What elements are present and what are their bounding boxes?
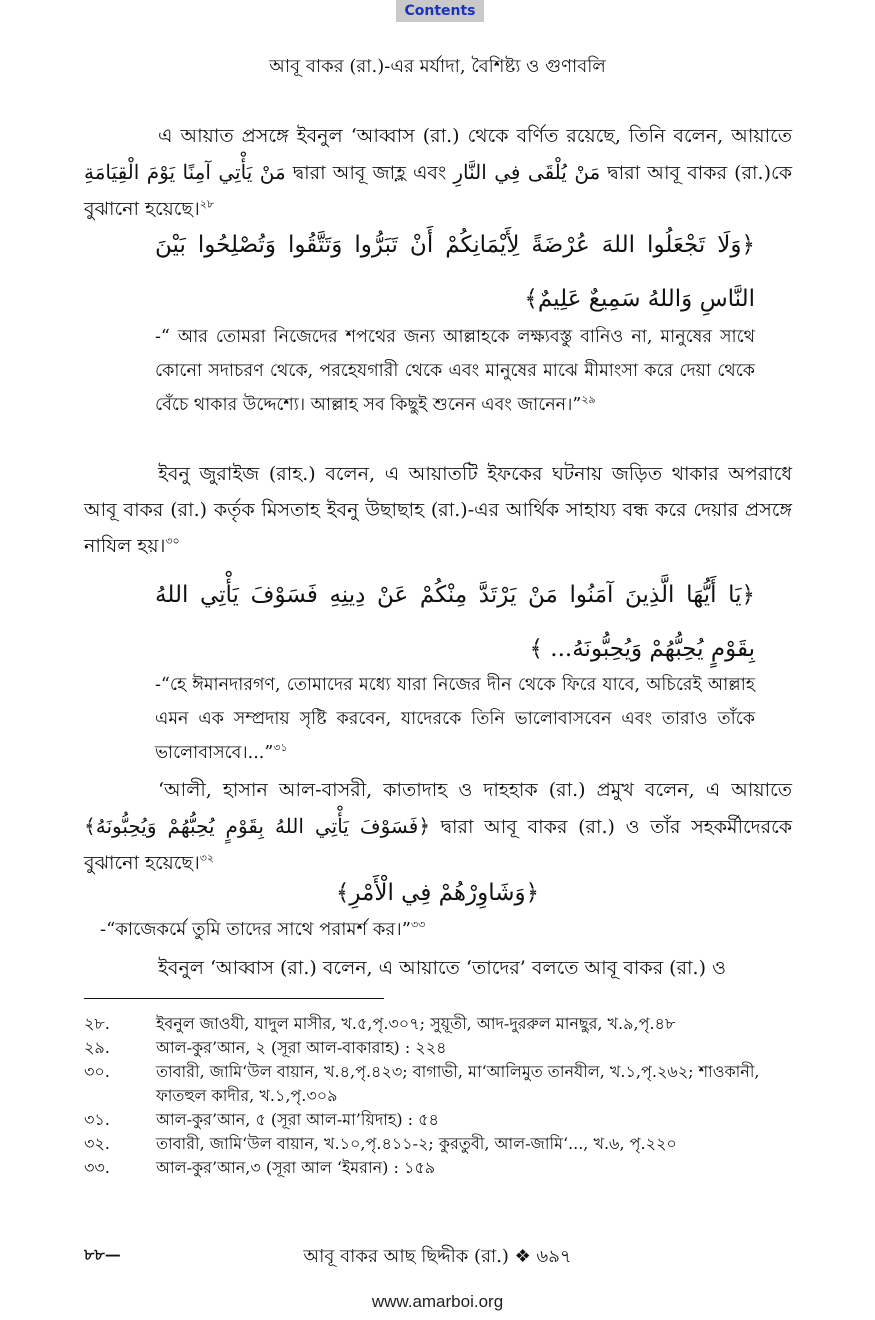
footnote-ref-31: ৩১ [273, 741, 288, 755]
footnote-text: আল-কুর’আন, ২ (সূরা আল-বাকারাহ) : ২২৪ [156, 1038, 447, 1057]
footnote-number: ৩১. [84, 1110, 110, 1129]
website-link[interactable]: www.amarboi.org [371, 1292, 504, 1311]
translation-quote-1 [155, 320, 755, 422]
paragraph-3-text-b: দ্বারা আবূ বাকর (রা.) ও তাঁর সহকর্মীদেরকে বুঝানো হয়েছে। [84, 816, 793, 874]
arabic-inline-3: ﴿فَسَوْفَ يَأْتِي اللهُ بِقَوْمٍ يُحِبُّهُمْ وَيُحِبُّونَهُ﴾ [84, 814, 431, 838]
paragraph-1-text-b: দ্বারা আবূ জাহ্ল এবং [285, 162, 454, 184]
translation-quote-2 [155, 668, 755, 770]
footnote-item [84, 1060, 804, 1108]
contents-button[interactable]: Contents [396, 0, 484, 22]
translation-text-3: -“কাজেকর্মে তুমি তাদের সাথে পরামর্শ কর।” [100, 919, 411, 940]
paragraph-1 [84, 118, 792, 227]
footnote-number: ২৮. [84, 1014, 110, 1033]
footnote-text: আল-কুর’আন, ৫ (সূরা আল-মা’য়িদাহ) : ৫৪ [156, 1110, 439, 1129]
footnote-ref-30: ৩০ [165, 534, 180, 548]
footnote-ref-32: ৩২ [199, 851, 215, 865]
footnote-item [84, 1132, 804, 1156]
translation-text-1: -“ আর তোমরা নিজেদের শপথের জন্য আল্লাহকে লক্ষ্যবস্তু বানিও না, মানুষের সাথে কোনো সদাচরণ থেকে, পরহেযগারী থেকে এবং মানুষের মাঝে মীমাংসা করে দেয়া থেকে বেঁচে থাকার উদ্দেশ্যে। আল্লাহ সব কিছুই শুনেন এবং জানেন।” [155, 327, 755, 415]
footnote-item [84, 1036, 804, 1060]
footnote-item [84, 1156, 804, 1180]
arabic-verse-3: ﴿وَشَاوِرْهُمْ فِي الْأَمْرِ﴾ [335, 880, 540, 906]
footnote-text: তাবারী, জামি‘উল বায়ান, খ.১০,পৃ.৪১১-২; কুরতুবী, আল-জামি‘..., খ.৬, পৃ.২২০ [156, 1134, 677, 1153]
paragraph-3 [84, 772, 792, 881]
paragraph-2-text: ইবনু জুরাইজ (রাহ.) বলেন, এ আয়াতটি ইফকের ঘটনায় জড়িত থাকার অপরাধে আবূ বাকর (রা.) কর্তৃক মিসতাহ ইবনু উছাছাহ (রা.)-এর আর্থিক সাহায্য বন্ধ করে দেয়ার প্রসঙ্গে নাযিল হয়। [84, 463, 792, 557]
footnote-ref-28: ২৮ [199, 197, 215, 211]
footnote-item [84, 1108, 804, 1132]
footnote-number: ৩০. [84, 1062, 110, 1081]
paragraph-1-text-c: দ্বারা আবূ বাকর (রা.)কে বুঝানো হয়েছে। [84, 162, 792, 220]
footnote-text: ইবনুল জাওযী, যাদুল মাসীর, খ.৫,পৃ.৩০৭; সুয়ূতী, আদ-দুররুল মানছুর, খ.৯,পৃ.৪৮ [156, 1014, 676, 1033]
paragraph-2 [84, 456, 792, 564]
paragraph-1-text-a: এ আয়াত প্রসঙ্গে ইবনুল ‘আব্বাস (রা.) থেকে বর্ণিত রয়েছে, তিনি বলেন, আয়াতে [158, 125, 792, 147]
arabic-verse-2: ﴿يَا أَيُّهَا الَّذِينَ آمَنُوا مَنْ يَرْتَدَّ مِنْكُمْ عَنْ دِينِهِ فَسَوْفَ يَأْتِي اللهُ بِقَوْمٍ يُحِبُّهُمْ وَيُحِبُّونَهُ... ﴾ [155, 582, 755, 662]
arabic-inline-2: مَنْ يُلْقَى فِي النَّارِ [453, 160, 601, 184]
book-title-footer: আবূ বাকর আছ ছিদ্দীক (রা.) ❖ ৬৯৭ [303, 1246, 572, 1267]
footnote-ref-29: ২৯ [581, 393, 596, 407]
paragraph-4: ইবনুল ‘আব্বাস (রা.) বলেন, এ আয়াতে ‘তাদের’ বলতে আবূ বাকর (রা.) ও [158, 957, 727, 979]
footnote-divider [84, 998, 384, 999]
footnote-number: ২৯. [84, 1038, 110, 1057]
page-number-left: ৮৮— [84, 1245, 121, 1264]
footnote-text: আল-কুর’আন,৩ (সূরা আল ‘ইমরান) : ১৫৯ [156, 1158, 436, 1177]
footnote-number: ৩২. [84, 1134, 110, 1153]
arabic-verse-1: ﴿وَلَا تَجْعَلُوا اللهَ عُرْضَةً لِأَيْمَانِكُمْ أَنْ تَبَرُّوا وَتَتَّقُوا وَتُصْلِحُوا بَيْنَ النَّاسِ وَاللهُ سَمِيعٌ عَلِيمٌ﴾ [155, 232, 755, 312]
footnotes-list [84, 1012, 804, 1180]
footnote-ref-33: ৩৩ [410, 918, 426, 931]
translation-text-2: -“হে ঈমানদারগণ, তোমাদের মধ্যে যারা নিজের দীন থেকে ফিরে যাবে, অচিরেই আল্লাহ এমন এক সম্প্রদায় সৃষ্টি করবেন, যাদেরকে তিনি ভালোবাসবেন এবং তারাও তাঁকে ভালোবাসবে।...” [155, 675, 755, 763]
running-header: আবূ বাকর (রা.)-এর মর্যাদা, বৈশিষ্ট্য ও গুণাবলি [269, 56, 606, 77]
footnote-number: ৩৩. [84, 1158, 110, 1177]
arabic-inline-1: مَنْ يَأْتِي آمِنًا يَوْمَ الْقِيَامَةِ [84, 160, 286, 184]
footnote-text: তাবারী, জামি‘উল বায়ান, খ.৪,পৃ.৪২৩; বাগাভী, মা‘আলিমুত তানযীল, খ.১,পৃ.২৬২; শাওকানী, ফাতহুল কাদীর, খ.১,পৃ.৩০৯ [156, 1062, 760, 1105]
translation-quote-3 [100, 912, 800, 948]
footnote-item [84, 1012, 804, 1036]
paragraph-3-text-a: ‘আলী, হাসান আল-বাসরী, কাতাদাহ ও দাহহাক (রা.) প্রমুখ বলেন, এ আয়াতে [158, 779, 792, 801]
